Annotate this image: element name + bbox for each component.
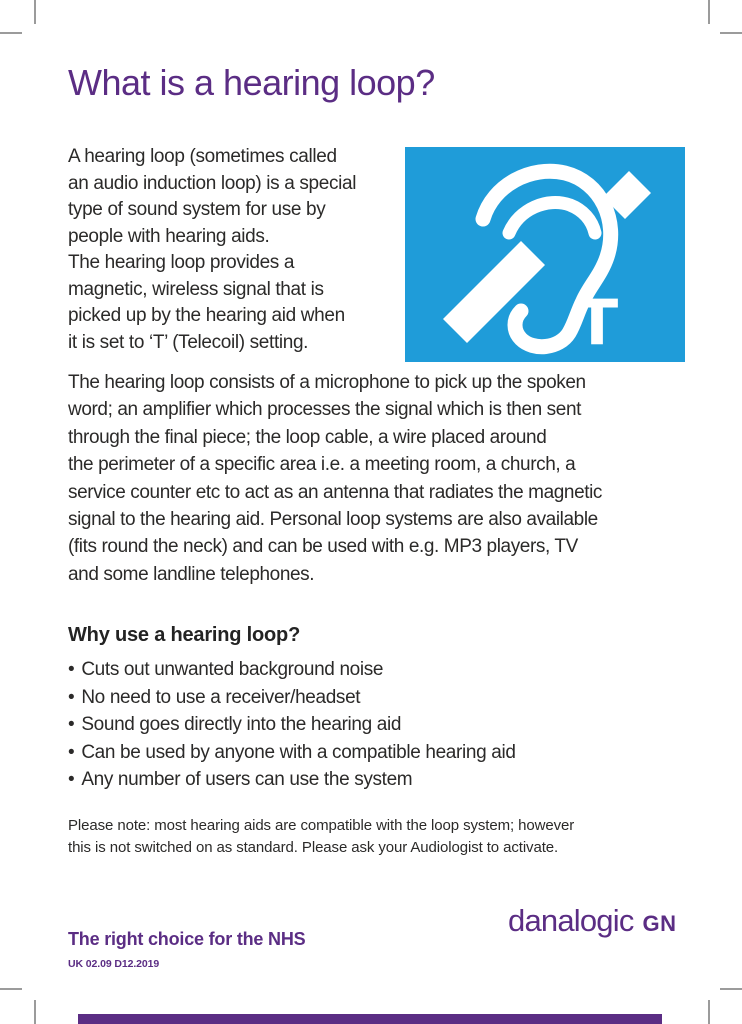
list-item-text: Any number of users can use the system xyxy=(81,769,413,790)
crop-mark xyxy=(708,1000,710,1024)
list-item xyxy=(68,656,516,684)
list-item-text: Cuts out unwanted background noise xyxy=(81,659,384,680)
list-item-text: No need to use a receiver/headset xyxy=(81,686,361,708)
intro-line: The hearing loop provides a xyxy=(68,252,295,273)
intro-line: type of sound system for use by xyxy=(68,199,326,220)
body-paragraph xyxy=(68,369,708,588)
document-code: UK 02.09 D12.2019 xyxy=(68,958,160,970)
why-use-heading: Why use a hearing loop? xyxy=(68,624,301,646)
telecoil-t-letter: T xyxy=(575,286,619,359)
crop-mark xyxy=(0,988,22,990)
list-item-text: Can be used by anyone with a compatible hearing aid xyxy=(81,741,516,763)
footer-brand-bar xyxy=(78,1014,662,1024)
body-line: and some landline telephones. xyxy=(68,563,315,585)
intro-line: an audio induction loop) is a special xyxy=(68,172,357,194)
body-line: (fits round the neck) and can be used with e.g. MP3 players, TV xyxy=(68,536,578,558)
body-line: The hearing loop consists of a microphone to pick up the spoken xyxy=(68,372,586,393)
crop-mark xyxy=(708,0,710,24)
intro-line: it is set to ‘T’ (Telecoil) setting. xyxy=(68,331,309,353)
benefits-list xyxy=(68,656,516,794)
crop-mark xyxy=(720,32,742,34)
danalogic-wordmark: danalogic xyxy=(508,903,634,938)
intro-line: people with hearing aids. xyxy=(68,225,270,247)
bullet-icon: • xyxy=(68,659,75,680)
list-item-text: Sound goes directly into the hearing aid xyxy=(81,714,402,735)
body-line: the perimeter of a specific area i.e. a meeting room, a church, a xyxy=(68,454,576,476)
crop-mark xyxy=(34,0,36,24)
body-line: service counter etc to act as an antenna that radiates the magnetic xyxy=(68,481,603,503)
page-title: What is a hearing loop? xyxy=(68,62,435,103)
list-item xyxy=(68,684,516,712)
bullet-icon: • xyxy=(68,769,75,790)
note-paragraph xyxy=(68,815,574,858)
bullet-icon: • xyxy=(68,714,75,735)
intro-line: A hearing loop (sometimes called xyxy=(68,146,337,167)
nhs-tagline: The right choice for the NHS xyxy=(68,929,306,949)
intro-paragraph xyxy=(68,144,418,356)
bullet-icon: • xyxy=(68,686,75,708)
crop-mark xyxy=(720,988,742,990)
crop-mark xyxy=(34,1000,36,1024)
hearing-loop-symbol-icon xyxy=(405,147,685,362)
hearing-loop-symbol-svg xyxy=(405,147,685,362)
list-item xyxy=(68,766,516,794)
body-line: signal to the hearing aid. Personal loop systems are also available xyxy=(68,509,598,531)
body-line: word; an amplifier which processes the signal which is then sent xyxy=(68,399,581,421)
danalogic-gn-logo xyxy=(508,903,677,939)
note-line: Please note: most hearing aids are compatible with the loop system; however xyxy=(68,817,575,834)
crop-mark xyxy=(0,32,22,34)
bullet-icon: • xyxy=(68,741,75,763)
intro-line: picked up by the hearing aid when xyxy=(68,305,345,326)
body-line: through the final piece; the loop cable, a wire placed around xyxy=(68,426,547,448)
gn-wordmark: GN xyxy=(642,911,677,936)
intro-line: magnetic, wireless signal that is xyxy=(68,278,324,300)
note-line: this is not switched on as standard. Please ask your Audiologist to activate. xyxy=(68,838,559,856)
list-item xyxy=(68,739,516,767)
list-item xyxy=(68,711,516,739)
